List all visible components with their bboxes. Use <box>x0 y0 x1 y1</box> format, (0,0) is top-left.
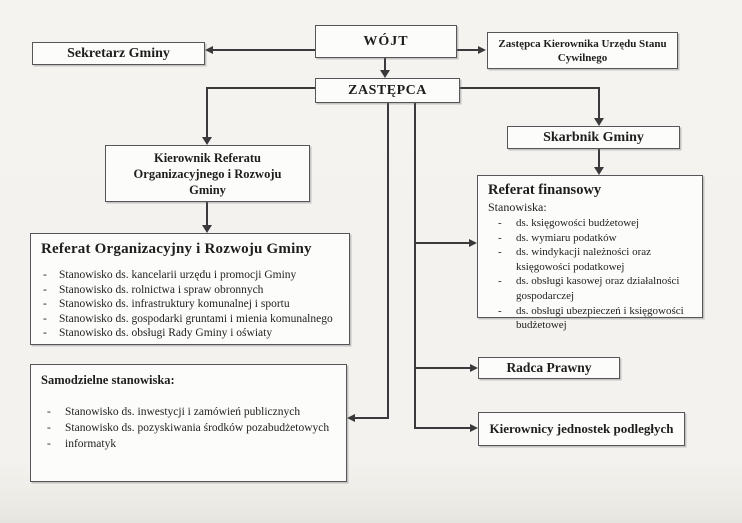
list-item: - ds. obsługi ubezpieczeń i księgowości budżetowej <box>488 304 698 333</box>
arrow-down-icon <box>202 137 212 145</box>
list-item: - Stanowisko ds. kancelarii urzędu i promocji Gminy <box>41 268 343 283</box>
list-item: - Stanowisko ds. infrastruktury komunalnej i sportu <box>41 297 343 312</box>
arrow-down-icon <box>594 118 604 126</box>
connector-wojt-usc <box>457 49 479 51</box>
box-zastepca <box>315 78 460 103</box>
arrow-right-icon <box>470 364 478 372</box>
list-item: - ds. obsługi kasowej oraz działalności gospodarczej <box>488 274 698 303</box>
box-usc-label: Zastępca Kierownika Urzędu Stanu Cywilnego <box>498 37 667 64</box>
arrow-down-icon <box>202 225 212 233</box>
referat-fin-title: Referat finansowy <box>488 182 602 198</box>
connector-trunk-kierownicy <box>414 427 470 429</box>
list-item: - Stanowisko ds. obsługi Rady Gminy i oświaty <box>41 326 343 341</box>
connector-wojt-sekretarz <box>213 49 315 51</box>
box-skarbnik-gminy <box>507 126 680 149</box>
box-referat-finansowy <box>477 175 703 332</box>
list-item: - Stanowisko ds. gospodarki gruntami i mienia komunalnego <box>41 312 343 327</box>
list-item: - ds. windykacji należności oraz księgowości podatkowej <box>488 245 698 274</box>
box-kierownicy-jednostek <box>478 412 685 446</box>
box-kierownik-referatu <box>105 145 310 202</box>
arrow-right-icon <box>478 46 486 54</box>
list-item: - Stanowisko ds. inwestycji i zamówień publicznych <box>41 404 340 420</box>
connector-zastepca-skarbnik-v <box>598 87 600 119</box>
box-samodzielne-stanowiska <box>30 364 347 482</box>
referat-org-title: Referat Organizacyjny i Rozwoju Gminy <box>41 241 312 257</box>
samodzielne-title: Samodzielne stanowiska: <box>41 373 175 387</box>
arrow-right-icon <box>470 424 478 432</box>
box-skarbnik-label: Skarbnik Gminy <box>543 129 644 145</box>
list-item: - informatyk <box>41 436 340 452</box>
box-zastepca-kierownika-usc <box>487 32 678 69</box>
connector-kierownik-referatorg <box>206 202 208 226</box>
box-radca-prawny <box>478 357 620 379</box>
box-kierownik-label: Kierownik Referatu Organizacyjnego i Rozwoju Gminy <box>133 150 282 197</box>
box-radca-label: Radca Prawny <box>506 360 592 375</box>
box-referat-organizacyjny <box>30 233 350 345</box>
connector-trunk-referatfin <box>414 242 469 244</box>
list-item: - Stanowisko ds. pozyskiwania środków pozabudżetowych <box>41 420 340 436</box>
list-item: - ds. księgowości budżetowej <box>488 216 698 231</box>
connector-zastepca-samodzielne-h <box>355 417 389 419</box>
box-zastepca-label: ZASTĘPCA <box>348 82 427 98</box>
connector-zastepca-kierownik-v <box>206 87 208 138</box>
arrow-down-icon <box>594 167 604 175</box>
list-item: - ds. wymiaru podatków <box>488 231 698 246</box>
connector-zastepca-skarbnik-h <box>460 87 600 89</box>
box-sekretarz-label: Sekretarz Gminy <box>67 45 170 61</box>
box-kierownicy-label: Kierownicy jednostek podległych <box>489 421 674 436</box>
arrow-left-icon <box>205 46 213 54</box>
list-item: - Stanowisko ds. rolnictwa i spraw obronnych <box>41 283 343 298</box>
connector-zastepca-kierownik-h <box>206 87 315 89</box>
connector-zastepca-trunk-v <box>414 103 416 429</box>
connector-skarbnik-referatfin <box>598 149 600 168</box>
box-sekretarz-gminy <box>32 42 205 65</box>
connector-trunk-radca <box>414 367 470 369</box>
arrow-down-icon <box>380 70 390 78</box>
arrow-right-icon <box>469 239 477 247</box>
referat-fin-subtitle: Stanowiska: <box>488 200 547 214</box>
box-wojt-label: WÓJT <box>363 33 409 49</box>
connector-zastepca-samodzielne-v <box>387 103 389 419</box>
box-wojt <box>315 25 457 58</box>
arrow-left-icon <box>347 414 355 422</box>
